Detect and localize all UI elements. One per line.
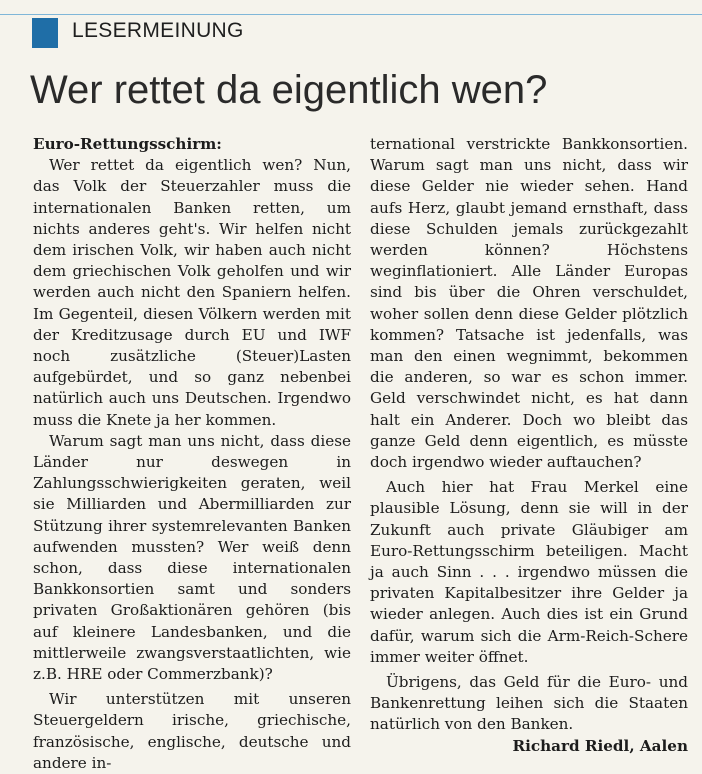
paragraph: Auch hier hat Frau Merkel eine plausible Lösung, denn sie will in der Zukunft auch private Gläubiger am Euro-Rettungsschirm beteiligen. Macht ja auch Sinn . . . irgendwo müssen die privaten Kapitalbesitzer ihre Gelder ja wieder anlegen. Auch dies ist ein Grund dafür, warum sich die Arm-Reich-Schere immer weiter öffnet. xyxy=(370,478,688,666)
paragraph: Wer rettet da eigentlich wen? Nun, das Volk der Steuerzahler muss die internationalen Banken retten, um nichts anderes geht's. Wir helfen nicht dem irischen Volk, wir haben auch nicht dem griechischen Volk geholfen und wir werden auch nicht den Spaniern helfen. Im Gegenteil, diesen Völkern werden mit der Kreditzusage durch EU und IWF noch zusätzliche (Steuer)Lasten aufgebürdet, und so ganz nebenbei natürlich auch uns Deutschen. Irgendwo muss die Knete ja her kommen. xyxy=(33,156,351,429)
article-column-left xyxy=(33,134,351,774)
paragraph: Warum sagt man uns nicht, dass diese Länder nur deswegen in Zahlungsschwierigkeiten geraten, weil sie Milliarden und Abermilliarden zur Stützung ihrer systemrelevanten Banken aufwenden mussten? Wer weiß denn schon, dass diese internationalen Bankkonsortien samt und sonders privaten Großaktionären gehören (bis auf kleinere Landesbanken, und die mittlerweile zwangsverstaatlichten, wie z.B. HRE oder Commerzbank)? xyxy=(33,431,351,684)
top-rule xyxy=(0,14,702,15)
paragraph: ternational verstrickte Bankkonsortien. Warum sagt man uns nicht, dass wir diese Gelder nie wieder sehen. Hand aufs Herz, glaubt jemand ernsthaft, dass diese Schulden jemals zurückgezahlt werden können? Höchstens weginflationiert. Alle Länder Europas sind bis über die Ohren verschuldet, woher sollen denn diese Gelder plötzlich kommen? Tatsache ist jedenfalls, was man den einen wegnimmt, bekommen die anderen, so war es schon immer. Geld verschwindet nicht, es hat dann halt ein Anderer. Doch wo bleibt das ganze Geld denn eigentlich, es müsste doch irgendwo wieder auftauchen? xyxy=(370,135,688,472)
article-column-right xyxy=(370,134,688,757)
section-marker xyxy=(32,18,58,48)
section-label: LESERMEINUNG xyxy=(72,19,244,42)
article-subhead: Euro-Rettungsschirm: xyxy=(33,135,222,153)
author-signature: Richard Riedl, Aalen xyxy=(512,736,688,755)
article-headline: Wer rettet da eigentlich wen? xyxy=(30,68,548,112)
paragraph: Übrigens, das Geld für die Euro- und Bankenrettung leihen sich die Staaten natürlich von den Banken. xyxy=(370,673,688,734)
paragraph: Wir unterstützen mit unseren Steuergeldern irische, griechische, französische, englische, deutsche und andere in- xyxy=(33,690,351,772)
